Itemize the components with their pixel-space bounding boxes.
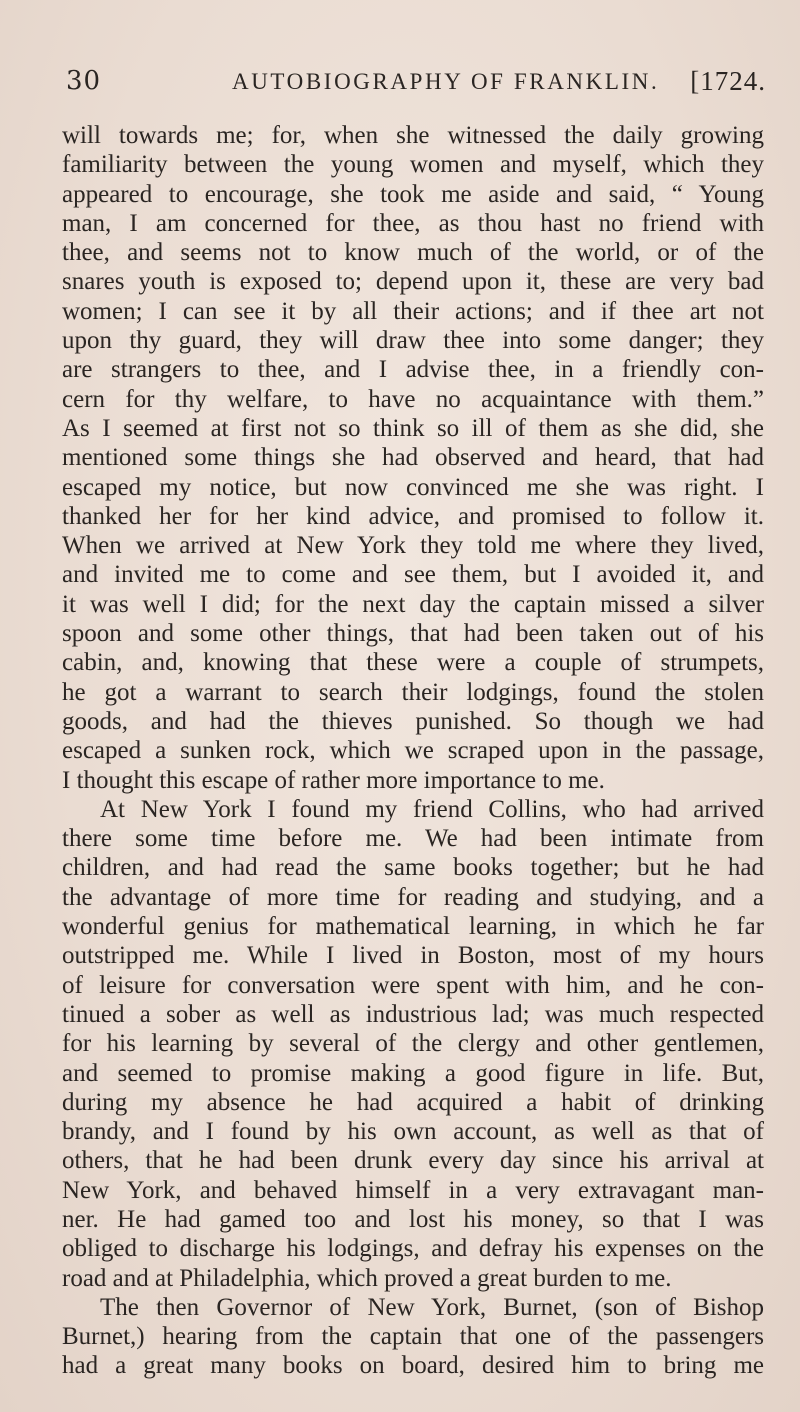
- text-line: he got a warrant to search their lodgings, found the stolen: [62, 678, 764, 706]
- text-line: it was well I did; for the next day the captain missed a silver: [62, 590, 764, 618]
- text-line: thee, and seems not to know much of the world, or of the: [62, 239, 764, 267]
- text-line: Burnet,) hearing from the captain that one of the passengers: [62, 1323, 764, 1351]
- text-line: wonderful genius for mathematical learning, in which he far: [62, 913, 764, 941]
- text-line: will towards me; for, when she witnessed the daily growing: [62, 122, 764, 149]
- text-line: road and at Philadelphia, which proved a great burden to me.: [62, 1264, 672, 1292]
- text-line: As I seemed at first not so think so ill of them as she did, she: [62, 414, 764, 442]
- text-line: others, that he had been drunk every day since his arrival at: [62, 1147, 764, 1175]
- text-line: obliged to discharge his lodgings, and defray his expenses on the: [62, 1235, 764, 1263]
- text-line: children, and had read the same books together; but he had: [62, 854, 764, 882]
- text-line: cabin, and, knowing that these were a couple of strumpets,: [62, 649, 764, 677]
- text-line: New York, and behaved himself in a very extravagant man-: [62, 1176, 764, 1204]
- text-line: during my absence he had acquired a habit of drinking: [62, 1088, 764, 1116]
- page-number: 30: [66, 66, 102, 96]
- text-line: goods, and had the thieves punished. So though we had: [62, 707, 764, 735]
- text-line: outstripped me. While I lived in Boston, most of my hours: [62, 942, 764, 970]
- text-line: snares youth is exposed to; depend upon it, these are very bad: [62, 268, 764, 296]
- text-line: tinued a sober as well as industrious lad; was much respected: [62, 1000, 764, 1028]
- text-line: escaped a sunken rock, which we scraped upon in the passage,: [62, 737, 764, 765]
- running-year: [1724.: [690, 66, 766, 96]
- text-line: thanked her for her kind advice, and promised to follow it.: [62, 502, 764, 530]
- running-header: [66, 66, 766, 106]
- text-line: The then Governor of New York, Burnet, (son of Bishop: [100, 1293, 764, 1321]
- text-line: ner. He had gamed too and lost his money, so that I was: [62, 1205, 764, 1233]
- running-title: AUTOBIOGRAPHY OF FRANKLIN.: [232, 69, 660, 94]
- text-line: there some time before me. We had been intimate from: [62, 825, 764, 853]
- text-line: the advantage of more time for reading and studying, and a: [62, 883, 764, 911]
- text-line: cern for thy welfare, to have no acquaintance with them.”: [62, 385, 764, 413]
- text-line: brandy, and I found by his own account, as well as that of: [62, 1118, 764, 1146]
- text-line: mentioned some things she had observed and heard, that had: [62, 444, 764, 472]
- text-line: When we arrived at New York they told me where they lived,: [62, 532, 764, 560]
- text-line: of leisure for conversation were spent with him, and he con-: [62, 971, 764, 999]
- text-line: At New York I found my friend Collins, who had arrived: [100, 795, 764, 823]
- text-line: had a great many books on board, desired him to bring me: [62, 1352, 764, 1380]
- text-line: familiarity between the young women and myself, which they: [62, 151, 764, 179]
- text-line: appeared to encourage, she took me aside and said, “ Young: [62, 180, 764, 208]
- text-line: man, I am concerned for thee, as thou hast no friend with: [62, 209, 764, 237]
- text-line: upon thy guard, they will draw thee into some danger; they: [62, 327, 764, 355]
- text-line: for his learning by several of the clergy and other gentlemen,: [62, 1030, 764, 1058]
- text-line: escaped my notice, but now convinced me she was right. I: [62, 473, 764, 501]
- body-text: [62, 121, 764, 1381]
- text-line: are strangers to thee, and I advise thee, in a friendly con-: [62, 356, 764, 384]
- text-line: and seemed to promise making a good figure in life. But,: [62, 1059, 764, 1087]
- text-line: and invited me to come and see them, but I avoided it, and: [62, 561, 764, 589]
- text-line: women; I can see it by all their actions; and if thee art not: [62, 297, 764, 325]
- text-line: I thought this escape of rather more importance to me.: [62, 766, 605, 794]
- text-line: spoon and some other things, that had been taken out of his: [62, 620, 764, 648]
